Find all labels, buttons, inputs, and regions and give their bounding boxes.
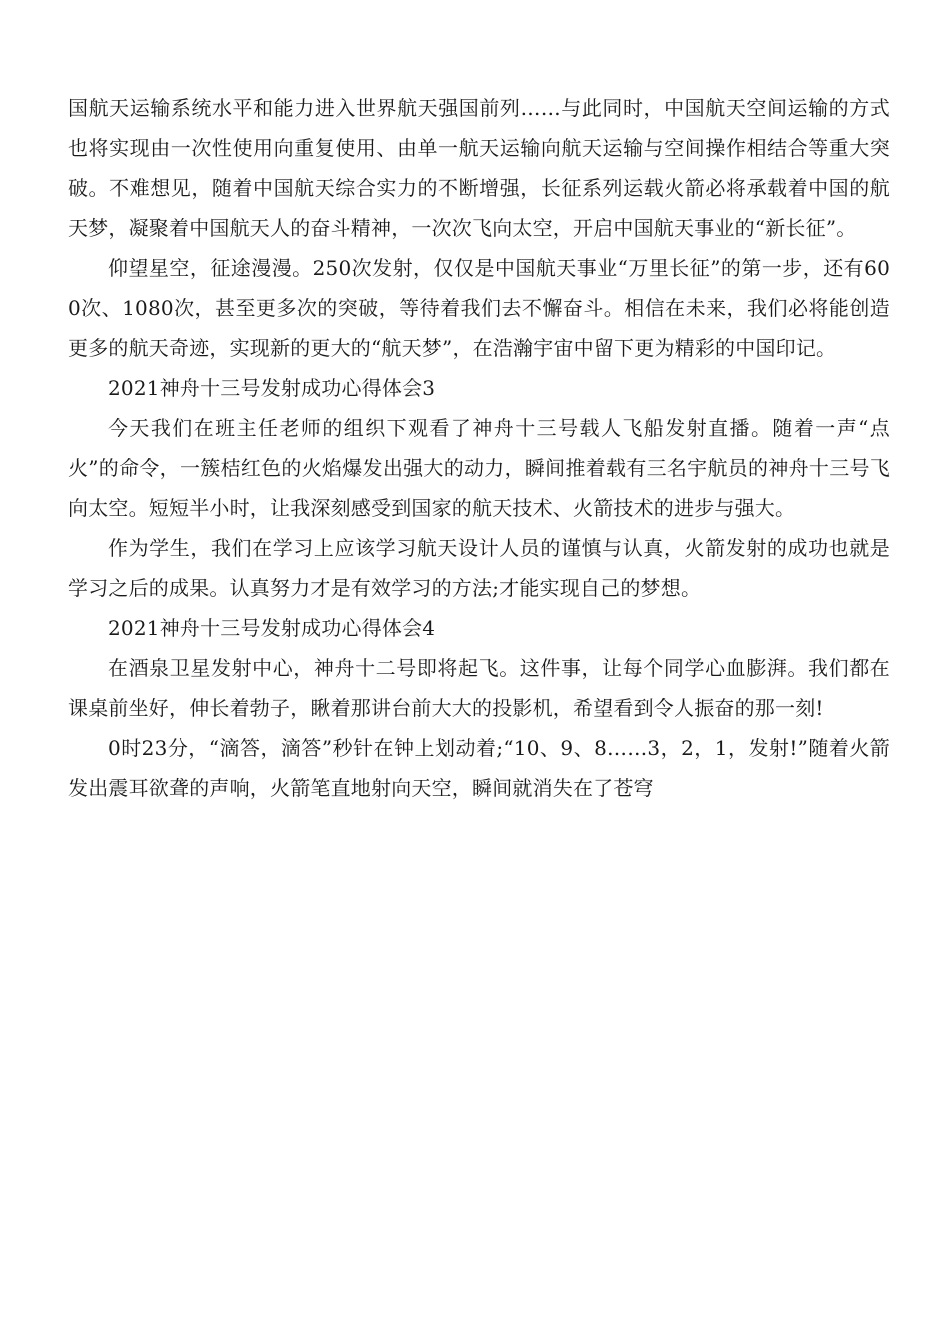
- paragraph-watch-launch: 今天我们在班主任老师的组织下观看了神舟十三号载人飞船发射直播。随着一声“点火”的命令，一簇桔红色的火焰爆发出强大的动力，瞬间推着载有三名宇航员的神舟十三号飞向太空。短短半小时，让我深刻感受到国家的航天技术、火箭技术的进步与强大。: [68, 416, 890, 520]
- paragraph-stargazing: 仰望星空，征途漫漫。250次发射，仅仅是中国航天事业“万里长征”的第一步，还有600次、1080次，甚至更多次的突破，等待着我们去不懈奋斗。相信在未来，我们必将能创造更多的航天奇迹，实现新的更大的“航天梦”，在浩瀚宇宙中留下更为精彩的中国印记。: [68, 256, 890, 360]
- section-heading-4: 2021神舟十三号发射成功心得体会4: [108, 616, 436, 640]
- section-heading-3: 2021神舟十三号发射成功心得体会3: [108, 376, 436, 400]
- document-body: [68, 88, 890, 808]
- paragraph-countdown: 0时23分，“滴答，滴答”秒针在钟上划动着;“10、9、8……3，2，1，发射!”随着火箭发出震耳欲聋的声响，火箭笔直地射向天空，瞬间就消失在了苍穹: [68, 736, 890, 800]
- paragraph-jiuquan: 在酒泉卫星发射中心，神舟十二号即将起飞。这件事，让每个同学心血膨湃。我们都在课桌前坐好，伸长着勃子，瞅着那讲台前大大的投影机，希望看到令人振奋的那一刻!: [68, 656, 890, 720]
- paragraph-continuation: 国航天运输系统水平和能力进入世界航天强国前列……与此同时，中国航天空间运输的方式也将实现由一次性使用向重复使用、由单一航天运输向航天运输与空间操作相结合等重大突破。不难想见，随着中国航天综合实力的不断增强，长征系列运载火箭必将承载着中国的航天梦，凝聚着中国航天人的奋斗精神，一次次飞向太空，开启中国航天事业的“新长征”。: [68, 96, 890, 240]
- paragraph-student-reflection: 作为学生，我们在学习上应该学习航天设计人员的谨慎与认真，火箭发射的成功也就是学习之后的成果。认真努力才是有效学习的方法;才能实现自己的梦想。: [68, 536, 890, 600]
